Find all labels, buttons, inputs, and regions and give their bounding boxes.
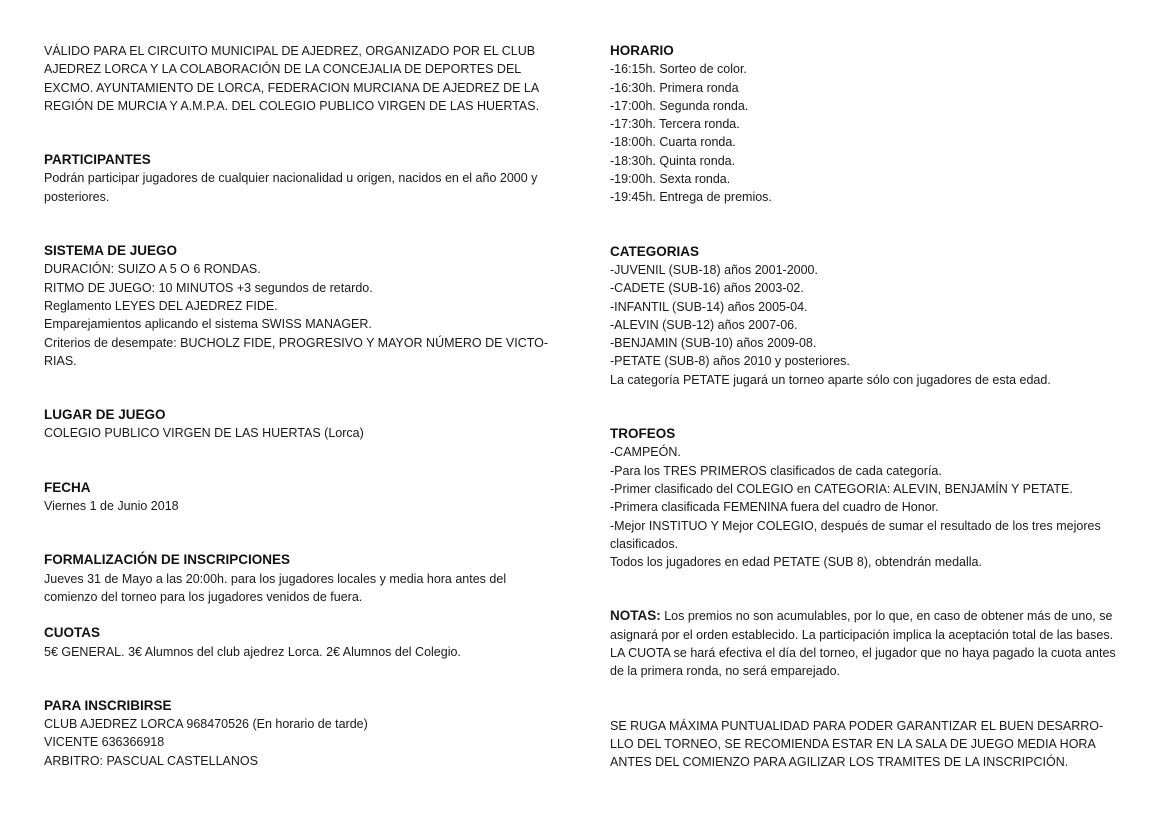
section-heading: SISTEMA DE JUEGO	[44, 243, 178, 259]
section-categorias	[610, 243, 1130, 389]
section-line: DURACIÓN: SUIZO A 5 O 6 RONDAS.	[44, 262, 261, 277]
section-sistema	[44, 242, 564, 370]
section-line: Reglamento LEYES DEL AJEDREZ FIDE.	[44, 298, 278, 313]
section-line: Criterios de desempate: BUCHOLZ FIDE, PROGRESIVO Y MAYOR NÚMERO DE VICTO-	[44, 335, 549, 350]
schedule-line: -19:45h. Entrega de premios.	[610, 190, 772, 205]
category-line: -PETATE (SUB-8) años 2010 y posteriores.	[610, 354, 850, 369]
section-line: RITMO DE JUEGO: 10 MINUTOS +3 segundos de retardo.	[44, 280, 373, 295]
section-lugar	[44, 406, 564, 443]
punctuality-line: LLO DEL TORNEO, SE RECOMIENDA ESTAR EN LA SALA DE JUEGO MEDIA HORA	[610, 736, 1096, 751]
section-heading: FECHA	[44, 479, 91, 495]
section-fecha	[44, 479, 564, 516]
section-line: Emparejamientos aplicando el sistema SWISS MANAGER.	[44, 317, 372, 332]
notes-heading: NOTAS:	[610, 608, 661, 624]
intro-line: REGIÓN DE MURCIA Y A.M.P.A. DEL COLEGIO PUBLICO VIRGEN DE LAS HUERTAS.	[44, 98, 540, 113]
notes-line: asignará por el orden establecido. La participación implica la aceptación total de las bases.	[610, 627, 1114, 642]
schedule-line: -16:15h. Sorteo de color.	[610, 62, 747, 77]
category-line: -ALEVIN (SUB-12) años 2007-06.	[610, 317, 798, 332]
trophy-line: clasificados.	[610, 536, 679, 551]
category-line: -CADETE (SUB-16) años 2003-02.	[610, 281, 804, 296]
intro-line: EXCMO. AYUNTAMIENTO DE LORCA, FEDERACION MURCIANA DE AJEDREZ DE LA	[44, 80, 540, 95]
left-column	[44, 42, 564, 770]
section-line: comienzo del torneo para los jugadores venidos de fuera.	[44, 589, 363, 604]
category-line: -JUVENIL (SUB-18) años 2001-2000.	[610, 262, 818, 277]
section-line: 5€ GENERAL. 3€ Alumnos del club ajedrez Lorca. 2€ Alumnos del Colegio.	[44, 644, 461, 659]
section-heading: HORARIO	[610, 43, 674, 58]
section-notas	[610, 607, 1130, 680]
schedule-line: -17:30h. Tercera ronda.	[610, 117, 740, 132]
notes-line: de la primera ronda, no será emparejado.	[610, 664, 840, 679]
schedule-line: -18:00h. Cuarta ronda.	[610, 135, 736, 150]
section-inscribirse	[44, 697, 564, 770]
notes-first-line	[610, 607, 1130, 625]
schedule-line: -19:00h. Sexta ronda.	[610, 172, 731, 187]
trophy-line: -Mejor INSTITUO Y Mejor COLEGIO, después de sumar el resultado de los tres mejores	[610, 518, 1101, 533]
trophy-line: Todos los jugadores en edad PETATE (SUB 8), obtendrán medalla.	[610, 555, 982, 570]
section-heading: PARA INSCRIBIRSE	[44, 697, 172, 713]
section-line: posteriores.	[44, 189, 110, 204]
section-heading: TROFEOS	[610, 426, 676, 442]
section-heading: PARTICIPANTES	[44, 152, 151, 168]
section-heading: LUGAR DE JUEGO	[44, 407, 166, 423]
trophy-line: -Para los TRES PRIMEROS clasificados de cada categoría.	[610, 463, 942, 478]
trophy-line: -CAMPEÓN.	[610, 445, 681, 460]
punctuality-line: SE RUGA MÁXIMA PUNTUALIDAD PARA PODER GARANTIZAR EL BUEN DESARRO-	[610, 718, 1104, 733]
intro-line: VÁLIDO PARA EL CIRCUITO MUNICIPAL DE AJEDREZ, ORGANIZADO POR EL CLUB	[44, 44, 536, 58]
schedule-line: -17:00h. Segunda ronda.	[610, 98, 749, 113]
section-cuotas	[44, 624, 564, 661]
section-horario	[610, 42, 1130, 207]
section-line: CLUB AJEDREZ LORCA 968470526 (En horario de tarde)	[44, 717, 368, 732]
category-line: -INFANTIL (SUB-14) años 2005-04.	[610, 299, 808, 314]
intro-text	[44, 42, 564, 115]
section-puntualidad	[610, 717, 1130, 772]
category-line: -BENJAMIN (SUB-10) años 2009-08.	[610, 336, 817, 351]
category-line: La categoría PETATE jugará un torneo aparte sólo con jugadores de esta edad.	[610, 372, 1051, 387]
trophy-line: -Primera clasificada FEMENINA fuera del cuadro de Honor.	[610, 500, 939, 515]
schedule-line: -16:30h. Primera ronda	[610, 80, 739, 95]
section-line: Jueves 31 de Mayo a las 20:00h. para los jugadores locales y media hora antes del	[44, 571, 507, 586]
section-heading: CUOTAS	[44, 625, 100, 641]
section-line: VICENTE 636366918	[44, 735, 165, 750]
section-line: COLEGIO PUBLICO VIRGEN DE LAS HUERTAS (Lorca)	[44, 426, 364, 441]
section-line: ARBITRO: PASCUAL CASTELLANOS	[44, 753, 258, 768]
section-participantes	[44, 151, 564, 206]
section-line: RIAS.	[44, 353, 77, 368]
section-heading: CATEGORIAS	[610, 243, 700, 259]
notes-line: LA CUOTA se hará efectiva el día del torneo, el jugador que no haya pagado la cuota antes	[610, 646, 1116, 661]
section-line: Viernes 1 de Junio 2018	[44, 499, 179, 514]
section-formalizacion	[44, 551, 564, 606]
punctuality-line: ANTES DEL COMIENZO PARA AGILIZAR LOS TRAMITES DE LA INSCRIPCIÓN.	[610, 755, 1069, 770]
intro-line: AJEDREZ LORCA Y LA COLABORACIÓN DE LA CONCEJALIA DE DEPORTES DEL	[44, 62, 522, 77]
section-line: Podrán participar jugadores de cualquier nacionalidad u origen, nacidos en el año 2000 y	[44, 171, 538, 186]
trophy-line: -Primer clasificado del COLEGIO en CATEGORIA: ALEVIN, BENJAMÍN Y PETATE.	[610, 481, 1073, 496]
right-column	[610, 42, 1130, 772]
section-heading: FORMALIZACIÓN DE INSCRIPCIONES	[44, 552, 291, 568]
notes-text: Los premios no son acumulables, por lo que, en caso de obtener más de uno, se	[660, 609, 1113, 624]
section-trofeos	[610, 425, 1130, 571]
schedule-line: -18:30h. Quinta ronda.	[610, 153, 736, 168]
